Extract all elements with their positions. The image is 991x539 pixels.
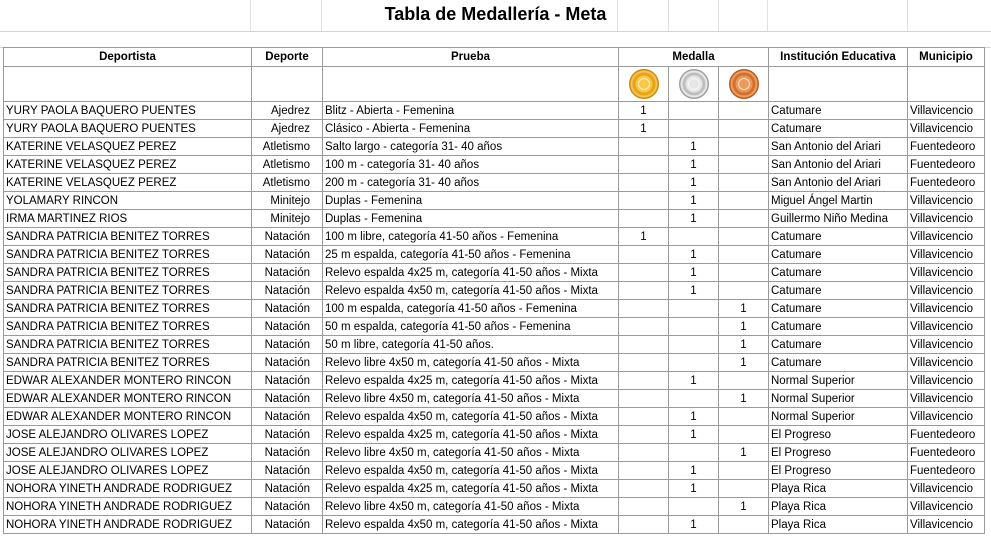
cell-institucion[interactable]: San Antonio del Ariari: [769, 174, 908, 192]
empty-cell[interactable]: [4, 67, 252, 102]
cell-prueba[interactable]: Relevo espalda 4x50 m, categoría 41-50 años - Mixta: [323, 408, 619, 426]
cell-institucion[interactable]: Guillermo Niño Medina: [769, 210, 908, 228]
title-row: [0, 0, 991, 32]
cell-deporte[interactable]: Natación: [252, 444, 323, 462]
cell-deportista[interactable]: NOHORA YINETH ANDRADE RODRIGUEZ: [4, 498, 252, 516]
cell-bronce[interactable]: 1: [719, 444, 769, 462]
cell-oro[interactable]: [619, 300, 669, 318]
cell-prueba[interactable]: Salto largo - categoría 31- 40 años: [323, 138, 619, 156]
cell-deportista[interactable]: EDWAR ALEXANDER MONTERO RINCON: [4, 372, 252, 390]
cell-deportista[interactable]: YURY PAOLA BAQUERO PUENTES: [4, 120, 252, 138]
cell-plata[interactable]: [669, 498, 719, 516]
cell-deporte[interactable]: Natación: [252, 480, 323, 498]
cell-deportista[interactable]: JOSE ALEJANDRO OLIVARES LOPEZ: [4, 462, 252, 480]
cell-municipio[interactable]: Fuentedeoro: [908, 444, 985, 462]
cell-oro[interactable]: [619, 354, 669, 372]
cell-oro[interactable]: [619, 516, 669, 534]
cell-deporte[interactable]: Natación: [252, 426, 323, 444]
header-deportista[interactable]: Deportista: [4, 48, 252, 67]
bronze-medal-cell[interactable]: [719, 67, 769, 102]
cell-prueba[interactable]: Relevo libre 4x50 m, categoría 41-50 años - Mixta: [323, 390, 619, 408]
cell-plata[interactable]: [669, 354, 719, 372]
cell-institucion[interactable]: Catumare: [769, 318, 908, 336]
cell-plata[interactable]: 1: [669, 480, 719, 498]
cell-bronce[interactable]: [719, 480, 769, 498]
cell-institucion[interactable]: Playa Rica: [769, 480, 908, 498]
cell-institucion[interactable]: Miguel Ángel Martin: [769, 192, 908, 210]
cell-prueba[interactable]: 25 m espalda, categoría 41-50 años - Femenina: [323, 246, 619, 264]
cell-institucion[interactable]: Catumare: [769, 120, 908, 138]
cell-oro[interactable]: [619, 462, 669, 480]
cell-prueba[interactable]: 50 m libre, categoría 41-50 años.: [323, 336, 619, 354]
cell-deporte[interactable]: Ajedrez: [252, 120, 323, 138]
cell-plata[interactable]: [669, 102, 719, 120]
table-row: [4, 228, 985, 246]
cell-plata[interactable]: 1: [669, 246, 719, 264]
cell-municipio[interactable]: Villavicencio: [908, 372, 985, 390]
cell-deporte[interactable]: Natación: [252, 516, 323, 534]
cell-deporte[interactable]: Natación: [252, 318, 323, 336]
cell-prueba[interactable]: Clásico - Abierta - Femenina: [323, 120, 619, 138]
cell-deportista[interactable]: YURY PAOLA BAQUERO PUENTES: [4, 102, 252, 120]
cell-plata[interactable]: [669, 300, 719, 318]
cell-institucion[interactable]: San Antonio del Ariari: [769, 156, 908, 174]
cell-institucion[interactable]: El Progreso: [769, 462, 908, 480]
cell-prueba[interactable]: Relevo espalda 4x25 m, categoría 41-50 años - Mixta: [323, 372, 619, 390]
cell-deporte[interactable]: Natación: [252, 228, 323, 246]
cell-deporte[interactable]: Ajedrez: [252, 102, 323, 120]
cell-institucion[interactable]: El Progreso: [769, 444, 908, 462]
cell-deportista[interactable]: SANDRA PATRICIA BENITEZ TORRES: [4, 246, 252, 264]
cell-deportista[interactable]: NOHORA YINETH ANDRADE RODRIGUEZ: [4, 516, 252, 534]
cell-deporte[interactable]: Natación: [252, 408, 323, 426]
cell-prueba[interactable]: 100 m - categoría 31- 40 años: [323, 156, 619, 174]
cell-oro[interactable]: [619, 498, 669, 516]
table-row: [4, 210, 985, 228]
cell-bronce[interactable]: 1: [719, 318, 769, 336]
cell-municipio[interactable]: Villavicencio: [908, 516, 985, 534]
cell-bronce[interactable]: [719, 516, 769, 534]
cell-plata[interactable]: 1: [669, 264, 719, 282]
cell-plata[interactable]: [669, 228, 719, 246]
cell-deporte[interactable]: Natación: [252, 300, 323, 318]
cell-plata[interactable]: 1: [669, 138, 719, 156]
table-row: [4, 516, 985, 534]
cell-plata[interactable]: [669, 318, 719, 336]
table-row: [4, 462, 985, 480]
cell-prueba[interactable]: Relevo libre 4x50 m, categoría 41-50 años - Mixta: [323, 354, 619, 372]
cell-deporte[interactable]: Natación: [252, 264, 323, 282]
cell-municipio[interactable]: Villavicencio: [908, 246, 985, 264]
cell-deporte[interactable]: Natación: [252, 246, 323, 264]
cell-plata[interactable]: 1: [669, 408, 719, 426]
cell-plata[interactable]: 1: [669, 462, 719, 480]
cell-deporte[interactable]: Atletismo: [252, 174, 323, 192]
cell-bronce[interactable]: 1: [719, 498, 769, 516]
cell-bronce[interactable]: 1: [719, 390, 769, 408]
cell-institucion[interactable]: Catumare: [769, 300, 908, 318]
silver-medal-icon: [679, 69, 709, 99]
cell-bronce[interactable]: [719, 156, 769, 174]
cell-oro[interactable]: [619, 480, 669, 498]
table-row: [4, 264, 985, 282]
cell-bronce[interactable]: [719, 174, 769, 192]
cell-bronce[interactable]: [719, 192, 769, 210]
cell-plata[interactable]: [669, 120, 719, 138]
header-medalla[interactable]: Medalla: [619, 48, 769, 67]
cell-bronce[interactable]: [719, 210, 769, 228]
header-row: [4, 48, 985, 67]
table-row: [4, 372, 985, 390]
cell-deporte[interactable]: Natación: [252, 390, 323, 408]
cell-municipio[interactable]: Villavicencio: [908, 102, 985, 120]
cell-bronce[interactable]: 1: [719, 336, 769, 354]
cell-bronce[interactable]: [719, 246, 769, 264]
cell-oro[interactable]: [619, 138, 669, 156]
table-row: [4, 336, 985, 354]
cell-municipio[interactable]: Villavicencio: [908, 210, 985, 228]
cell-deporte[interactable]: Atletismo: [252, 156, 323, 174]
cell-deportista[interactable]: SANDRA PATRICIA BENITEZ TORRES: [4, 318, 252, 336]
cell-deportista[interactable]: SANDRA PATRICIA BENITEZ TORRES: [4, 264, 252, 282]
cell-oro[interactable]: [619, 264, 669, 282]
cell-oro[interactable]: [619, 336, 669, 354]
cell-bronce[interactable]: 1: [719, 300, 769, 318]
cell-institucion[interactable]: Catumare: [769, 336, 908, 354]
cell-prueba[interactable]: Relevo espalda 4x25 m, categoría 41-50 años - Mixta: [323, 264, 619, 282]
cell-prueba[interactable]: Relevo espalda 4x50 m, categoría 41-50 años - Mixta: [323, 516, 619, 534]
cell-bronce[interactable]: [719, 102, 769, 120]
table-row: [4, 318, 985, 336]
cell-oro[interactable]: 1: [619, 102, 669, 120]
cell-deporte[interactable]: Natación: [252, 354, 323, 372]
cell-prueba[interactable]: Blitz - Abierta - Femenina: [323, 102, 619, 120]
cell-prueba[interactable]: Relevo espalda 4x25 m, categoría 41-50 años - Mixta: [323, 426, 619, 444]
table-row: [4, 138, 985, 156]
cell-prueba[interactable]: Duplas - Femenina: [323, 192, 619, 210]
table-row: [4, 192, 985, 210]
cell-prueba[interactable]: 50 m espalda, categoría 41-50 años - Femenina: [323, 318, 619, 336]
cell-oro[interactable]: [619, 156, 669, 174]
cell-oro[interactable]: [619, 246, 669, 264]
cell-prueba[interactable]: Relevo espalda 4x50 m, categoría 41-50 años - Mixta: [323, 282, 619, 300]
cell-institucion[interactable]: Normal Superior: [769, 372, 908, 390]
table-row: [4, 498, 985, 516]
cell-deportista[interactable]: SANDRA PATRICIA BENITEZ TORRES: [4, 228, 252, 246]
table-row: [4, 246, 985, 264]
cell-municipio[interactable]: Villavicencio: [908, 192, 985, 210]
cell-municipio[interactable]: Fuentedeoro: [908, 426, 985, 444]
cell-deporte[interactable]: Natación: [252, 372, 323, 390]
table-row: [4, 156, 985, 174]
cell-bronce[interactable]: [719, 372, 769, 390]
table-row: [4, 174, 985, 192]
cell-institucion[interactable]: Catumare: [769, 102, 908, 120]
cell-oro[interactable]: [619, 390, 669, 408]
cell-prueba[interactable]: Relevo espalda 4x25 m, categoría 41-50 años - Mixta: [323, 480, 619, 498]
cell-bronce[interactable]: [719, 264, 769, 282]
empty-cell[interactable]: [323, 67, 619, 102]
medal-icon-row: [4, 67, 985, 102]
cell-bronce[interactable]: [719, 282, 769, 300]
cell-municipio[interactable]: Fuentedeoro: [908, 156, 985, 174]
cell-institucion[interactable]: Playa Rica: [769, 516, 908, 534]
table-row: [4, 354, 985, 372]
cell-oro[interactable]: [619, 210, 669, 228]
cell-prueba[interactable]: Relevo espalda 4x50 m, categoría 41-50 años - Mixta: [323, 462, 619, 480]
cell-deportista[interactable]: JOSE ALEJANDRO OLIVARES LOPEZ: [4, 426, 252, 444]
header-deporte[interactable]: Deporte: [252, 48, 323, 67]
table-row: [4, 426, 985, 444]
cell-prueba[interactable]: Relevo libre 4x50 m, categoría 41-50 años - Mixta: [323, 498, 619, 516]
cell-municipio[interactable]: Villavicencio: [908, 498, 985, 516]
page-title: Tabla de Medallería - Meta: [384, 4, 607, 24]
table-row: [4, 300, 985, 318]
cell-oro[interactable]: [619, 192, 669, 210]
cell-deportista[interactable]: KATERINE VELASQUEZ PEREZ: [4, 174, 252, 192]
cell-plata[interactable]: 1: [669, 156, 719, 174]
header-institucion[interactable]: Institución Educativa: [769, 48, 908, 67]
cell-deporte[interactable]: Natación: [252, 336, 323, 354]
cell-oro[interactable]: [619, 408, 669, 426]
blank-row: [0, 31, 991, 48]
cell-deportista[interactable]: SANDRA PATRICIA BENITEZ TORRES: [4, 354, 252, 372]
cell-prueba[interactable]: 200 m - categoría 31- 40 años: [323, 174, 619, 192]
bronze-medal-icon: [729, 69, 759, 99]
cell-institucion[interactable]: Catumare: [769, 282, 908, 300]
cell-municipio[interactable]: Villavicencio: [908, 408, 985, 426]
cell-prueba[interactable]: 100 m libre, categoría 41-50 años - Femenina: [323, 228, 619, 246]
table-row: [4, 282, 985, 300]
cell-institucion[interactable]: San Antonio del Ariari: [769, 138, 908, 156]
cell-deportista[interactable]: YOLAMARY RINCON: [4, 192, 252, 210]
cell-oro[interactable]: [619, 282, 669, 300]
table-row: [4, 120, 985, 138]
cell-plata[interactable]: [669, 390, 719, 408]
cell-deportista[interactable]: JOSE ALEJANDRO OLIVARES LOPEZ: [4, 444, 252, 462]
cell-deporte[interactable]: Minitejo: [252, 210, 323, 228]
cell-deporte[interactable]: Natación: [252, 498, 323, 516]
cell-bronce[interactable]: [719, 228, 769, 246]
empty-cell[interactable]: [769, 67, 908, 102]
cell-bronce[interactable]: [719, 426, 769, 444]
cell-institucion[interactable]: Normal Superior: [769, 408, 908, 426]
cell-prueba[interactable]: 100 m espalda, categoría 41-50 años - Femenina: [323, 300, 619, 318]
table-row: [4, 102, 985, 120]
cell-oro[interactable]: [619, 174, 669, 192]
cell-bronce[interactable]: [719, 408, 769, 426]
cell-deporte[interactable]: Minitejo: [252, 192, 323, 210]
cell-institucion[interactable]: Catumare: [769, 246, 908, 264]
cell-prueba[interactable]: Relevo libre 4x50 m, categoría 41-50 años - Mixta: [323, 444, 619, 462]
gold-medal-cell[interactable]: [619, 67, 669, 102]
cell-institucion[interactable]: Catumare: [769, 354, 908, 372]
cell-plata[interactable]: [669, 444, 719, 462]
cell-plata[interactable]: 1: [669, 426, 719, 444]
table-row: [4, 408, 985, 426]
cell-bronce[interactable]: [719, 462, 769, 480]
cell-prueba[interactable]: Duplas - Femenina: [323, 210, 619, 228]
header-prueba[interactable]: Prueba: [323, 48, 619, 67]
cell-deporte[interactable]: Natación: [252, 462, 323, 480]
cell-deportista[interactable]: EDWAR ALEXANDER MONTERO RINCON: [4, 408, 252, 426]
cell-deportista[interactable]: IRMA MARTINEZ RIOS: [4, 210, 252, 228]
silver-medal-cell[interactable]: [669, 67, 719, 102]
gold-medal-icon: [629, 69, 659, 99]
cell-deportista[interactable]: KATERINE VELASQUEZ PEREZ: [4, 138, 252, 156]
cell-deportista[interactable]: SANDRA PATRICIA BENITEZ TORRES: [4, 300, 252, 318]
cell-plata[interactable]: [669, 336, 719, 354]
cell-municipio[interactable]: Villavicencio: [908, 300, 985, 318]
medal-table: [3, 47, 985, 534]
cell-municipio[interactable]: Fuentedeoro: [908, 138, 985, 156]
table-row: [4, 444, 985, 462]
cell-municipio[interactable]: Villavicencio: [908, 336, 985, 354]
cell-deporte[interactable]: Natación: [252, 282, 323, 300]
cell-plata[interactable]: 1: [669, 174, 719, 192]
table-row: [4, 480, 985, 498]
cell-institucion[interactable]: Playa Rica: [769, 498, 908, 516]
cell-municipio[interactable]: Villavicencio: [908, 120, 985, 138]
cell-institucion[interactable]: Catumare: [769, 264, 908, 282]
cell-bronce[interactable]: [719, 138, 769, 156]
cell-municipio[interactable]: Villavicencio: [908, 390, 985, 408]
cell-deportista[interactable]: NOHORA YINETH ANDRADE RODRIGUEZ: [4, 480, 252, 498]
cell-municipio[interactable]: Fuentedeoro: [908, 174, 985, 192]
cell-plata[interactable]: 1: [669, 192, 719, 210]
cell-deportista[interactable]: KATERINE VELASQUEZ PEREZ: [4, 156, 252, 174]
cell-oro[interactable]: [619, 318, 669, 336]
cell-municipio[interactable]: Villavicencio: [908, 264, 985, 282]
cell-deportista[interactable]: SANDRA PATRICIA BENITEZ TORRES: [4, 336, 252, 354]
cell-plata[interactable]: 1: [669, 210, 719, 228]
cell-oro[interactable]: 1: [619, 228, 669, 246]
cell-oro[interactable]: [619, 372, 669, 390]
cell-deportista[interactable]: SANDRA PATRICIA BENITEZ TORRES: [4, 282, 252, 300]
cell-oro[interactable]: 1: [619, 120, 669, 138]
cell-municipio[interactable]: Fuentedeoro: [908, 462, 985, 480]
cell-plata[interactable]: 1: [669, 282, 719, 300]
cell-bronce[interactable]: 1: [719, 354, 769, 372]
cell-municipio[interactable]: Villavicencio: [908, 354, 985, 372]
cell-municipio[interactable]: Villavicencio: [908, 282, 985, 300]
cell-institucion[interactable]: El Progreso: [769, 426, 908, 444]
cell-plata[interactable]: 1: [669, 372, 719, 390]
cell-institucion[interactable]: Catumare: [769, 228, 908, 246]
table-row: [4, 390, 985, 408]
cell-plata[interactable]: 1: [669, 516, 719, 534]
header-municipio[interactable]: Municipio: [908, 48, 985, 67]
cell-municipio[interactable]: Villavicencio: [908, 228, 985, 246]
cell-institucion[interactable]: Normal Superior: [769, 390, 908, 408]
cell-oro[interactable]: [619, 426, 669, 444]
empty-cell[interactable]: [252, 67, 323, 102]
cell-deporte[interactable]: Atletismo: [252, 138, 323, 156]
cell-bronce[interactable]: [719, 120, 769, 138]
cell-municipio[interactable]: Villavicencio: [908, 318, 985, 336]
cell-municipio[interactable]: Villavicencio: [908, 480, 985, 498]
cell-oro[interactable]: [619, 444, 669, 462]
cell-deportista[interactable]: EDWAR ALEXANDER MONTERO RINCON: [4, 390, 252, 408]
empty-cell[interactable]: [908, 67, 985, 102]
